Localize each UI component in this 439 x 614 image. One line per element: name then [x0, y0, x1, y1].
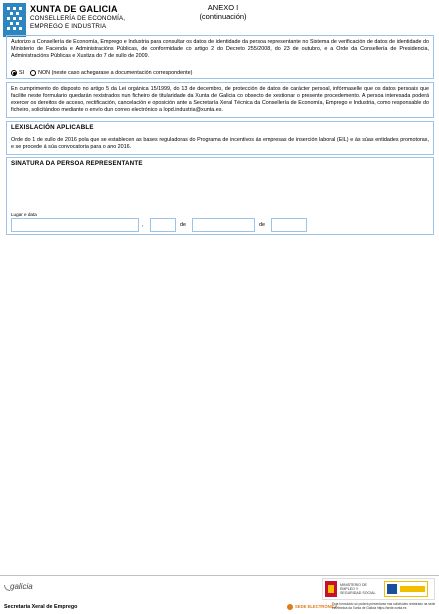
data-protection-section [6, 82, 434, 118]
authorization-text: Autorizo a Consellería de Economía, Emprego e Industria para consultar os datos de identidade da persoa representante no Sistema de verificación de datos de identidade do Ministerio de Facenda e Administracións Públicas, de conformidade co artigo 2 do Decreto 255/2008, do 23 de outubro, e a Orde da Consellería de Presidencia, Administracións Públicas e Xustiza do 7 de xullo de 2009. [11, 39, 429, 59]
comma-separator: , [142, 222, 144, 228]
annex-heading [188, 3, 258, 21]
legislation-section [6, 121, 434, 155]
galicia-swoosh-icon [4, 585, 10, 591]
month-input[interactable] [192, 218, 255, 232]
place-input[interactable] [11, 218, 139, 232]
fse-logo-icon [384, 581, 428, 597]
galicia-logo-text: galicia [10, 582, 33, 591]
galicia-logo [10, 582, 33, 591]
annex-subtitle: (continuación) [199, 12, 247, 21]
government-logos [322, 578, 435, 600]
org-name: XUNTA DE GALICIA [30, 4, 118, 14]
de-separator-2: de [259, 222, 265, 228]
authorization-section [6, 35, 434, 79]
signature-title: SINATURA DA PERSOA REPRESENTANTE [11, 160, 143, 167]
radio-non[interactable] [30, 70, 36, 76]
radio-si[interactable] [11, 70, 17, 76]
annex-title: ANEXO I [207, 3, 239, 12]
signature-section [6, 157, 434, 235]
xunta-logo-icon [3, 3, 26, 37]
date-label: Lugar e data [11, 212, 37, 217]
de-separator-1: de [180, 222, 186, 228]
authorization-options [11, 70, 198, 76]
sede-electronica-icon [287, 604, 293, 610]
department-line-1: CONSELLERÍA DE ECONOMÍA, [30, 15, 126, 22]
form-header [0, 0, 439, 40]
footer-divider [0, 575, 439, 576]
spain-emblem-icon [325, 581, 337, 597]
legislation-text: Orde do 1 de xullo de 2016 pola que se establecen as bases reguladoras do Programa de incentivos ás empresas de inserción laboral (EIL) e ás súas entidades promotoras, e se procede á súa convocatoria para o ano 2016. [11, 137, 429, 150]
data-protection-text: En cumprimento do disposto no artigo 5 da Lei orgánica 15/1999, do 13 de decembro, de protección de datos de carácter persoal, infórmaselle que os datos persoais que facilite neste formulario quedarán rexistrados nun ficheiro de titularidade da Xunta de Galicia co obxecto de xestionar o presente procedemento. A persoa interesada poderá exercer os dereitos de acceso, rectificación, cancelación e oposición ante a Secretaría Xeral Técnica da Consellería de Economía, Emprego e Industria, como responsable do ficheiro, solicitándoo mediante o envío dun correo electrónico a lopd.industria@xunta.es. [11, 86, 429, 113]
day-input[interactable] [150, 218, 176, 232]
radio-non-label: NON (neste caso achegarase a documentación correspondente) [38, 70, 193, 76]
radio-si-label: SI [19, 70, 25, 76]
department-name [30, 15, 125, 30]
sede-electronica-label[interactable]: SEDE ELECTRÓNICA [295, 604, 338, 609]
sede-note: Esta formulario só poderá presentarse nas solicitudes rexistrado na sede electrónica da Xunta de Galicia https://sede.xunta.es [332, 602, 436, 610]
department-line-2: EMPREGO E INDUSTRIA [30, 22, 107, 30]
secretaria-name: Secretaría Xeral de Emprego [4, 604, 78, 610]
legislation-title: LEXISLACIÓN APLICABLE [11, 124, 94, 131]
ministry-text: MINISTERIO DE EMPLEO Y SEGURIDAD SOCIAL [340, 582, 376, 596]
year-input[interactable] [271, 218, 307, 232]
